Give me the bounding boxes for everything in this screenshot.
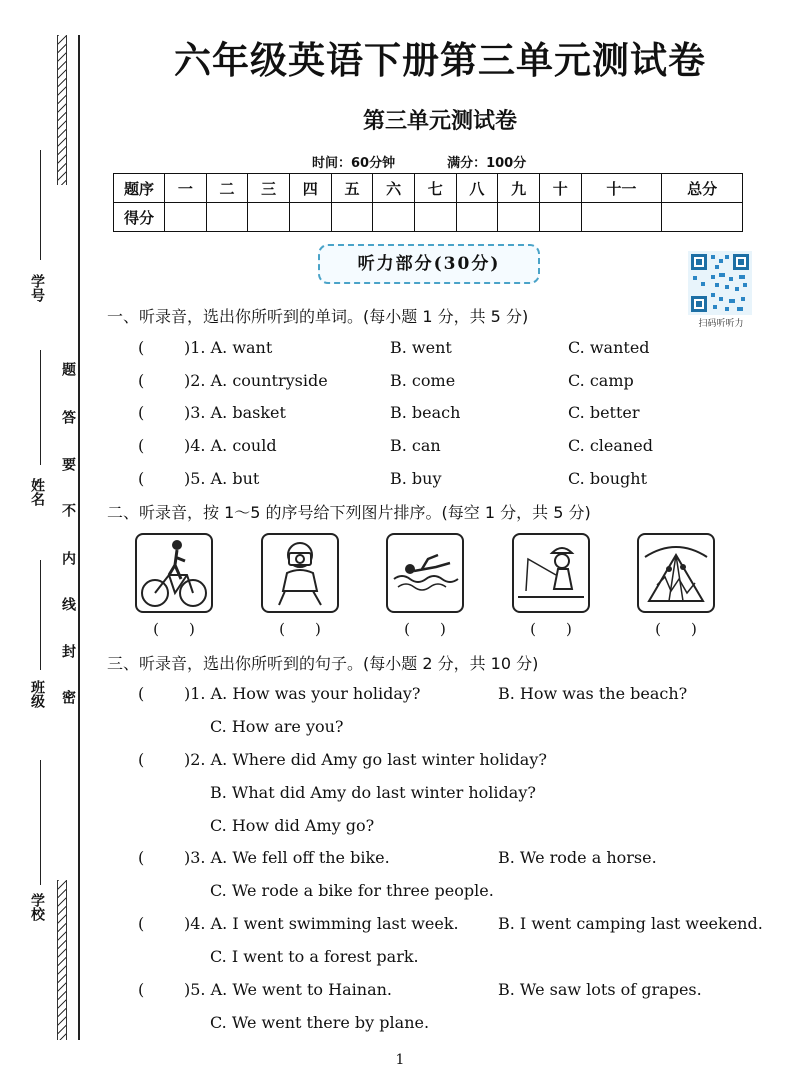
picture-swimmer	[386, 533, 464, 613]
s1-q1-b: B. went	[390, 338, 452, 357]
s1-q4-a: )4. A. could	[184, 436, 277, 455]
fishing-icon	[514, 535, 588, 611]
seal-char: 要	[60, 457, 76, 471]
s3-q2-b: B. What did Amy do last winter holiday?	[210, 783, 536, 802]
picture-photographer	[261, 533, 339, 613]
picture-answer[interactable]: ( )	[655, 620, 697, 638]
seal-char: 密	[60, 690, 76, 704]
header-cell: 四	[289, 174, 331, 203]
s3-q1-b: B. How was the beach?	[498, 684, 688, 703]
s1-q2-b: B. come	[390, 371, 456, 390]
seal-char: 封	[60, 644, 76, 658]
camera-person-icon	[263, 535, 337, 611]
header-cell: 七	[414, 174, 456, 203]
s3-q4-a: )4. A. I went swimming last week.	[184, 914, 459, 933]
page-number: 1	[395, 1052, 405, 1068]
row-label: 得分	[114, 203, 165, 232]
s1-q2-a: )2. A. countryside	[184, 371, 328, 390]
s1-q3-a: )3. A. basket	[184, 403, 286, 422]
picture-fishing-child	[512, 533, 590, 613]
score-cell[interactable]	[373, 203, 415, 232]
score-cell[interactable]	[539, 203, 581, 232]
s3-q1-c: C. How are you?	[210, 717, 344, 736]
cycling-icon	[137, 535, 211, 611]
header-cell: 八	[456, 174, 498, 203]
picture-answer[interactable]: ( )	[530, 620, 572, 638]
class-blank	[40, 560, 41, 670]
school-blank	[40, 760, 41, 885]
header-cell: 二	[206, 174, 248, 203]
answer-paren: (	[138, 436, 145, 455]
s1-q4-b: B. can	[390, 436, 441, 455]
score-cell[interactable]	[498, 203, 540, 232]
header-cell: 三	[248, 174, 290, 203]
name-label: 姓名	[29, 478, 45, 506]
answer-paren: (	[138, 403, 145, 422]
answer-paren: (	[138, 848, 145, 867]
header-cell: 题序	[114, 174, 165, 203]
answer-paren: (	[138, 914, 145, 933]
full-score: 满分：100分	[447, 156, 527, 171]
header-cell: 总分	[662, 174, 743, 203]
answer-paren: (	[138, 684, 145, 703]
time-limit: 时间：60分钟	[312, 156, 396, 171]
picture-answer[interactable]: ( )	[404, 620, 446, 638]
score-table	[113, 173, 743, 232]
s3-q1-a: )1. A. How was your holiday?	[184, 684, 421, 703]
section-3-title: 三、听录音，选出你所听到的句子。(每小题 2 分，共 10 分)	[107, 654, 539, 673]
binding-hatch-bottom	[57, 880, 67, 1040]
s1-q5-c: C. bought	[568, 469, 647, 488]
s1-q3-b: B. beach	[390, 403, 461, 422]
listening-banner: 听力部分(30分)	[318, 244, 540, 284]
answer-paren: (	[138, 980, 145, 999]
s3-q5-b: B. We saw lots of grapes.	[498, 980, 702, 999]
seal-char: 线	[60, 597, 76, 611]
score-cell[interactable]	[331, 203, 373, 232]
header-cell: 一	[165, 174, 207, 203]
s3-q3-b: B. We rode a horse.	[498, 848, 657, 867]
s1-q3-c: C. better	[568, 403, 640, 422]
score-table-header	[114, 174, 743, 203]
picture-camping-tent	[637, 533, 715, 613]
seal-char: 内	[60, 551, 76, 565]
student-id-blank	[40, 150, 41, 260]
page-title: 六年级英语下册第三单元测试卷	[174, 39, 706, 82]
answer-paren: (	[138, 371, 145, 390]
score-cell[interactable]	[289, 203, 331, 232]
seal-char: 题	[60, 362, 76, 376]
seal-char: 答	[60, 410, 76, 424]
picture-cycling-boy	[135, 533, 213, 613]
s1-q5-b: B. buy	[390, 469, 442, 488]
header-cell: 五	[331, 174, 373, 203]
header-cell: 九	[498, 174, 540, 203]
score-table-row	[114, 203, 743, 232]
name-blank	[40, 350, 41, 465]
section-1-title: 一、听录音，选出你所听到的单词。(每小题 1 分，共 5 分)	[107, 307, 529, 326]
score-cell[interactable]	[581, 203, 662, 232]
answer-paren: (	[138, 469, 145, 488]
header-cell: 六	[373, 174, 415, 203]
s3-q5-c: C. We went there by plane.	[210, 1013, 430, 1032]
s1-q1-a: )1. A. want	[184, 338, 273, 357]
s3-q4-b: B. I went camping last weekend.	[498, 914, 763, 933]
picture-answer[interactable]: ( )	[153, 620, 195, 638]
s3-q3-a: )3. A. We fell off the bike.	[184, 848, 390, 867]
score-cell[interactable]	[662, 203, 743, 232]
class-label: 班级	[29, 680, 45, 708]
header-cell: 十一	[581, 174, 662, 203]
score-cell[interactable]	[456, 203, 498, 232]
s3-q2-a: )2. A. Where did Amy go last winter holiday?	[184, 750, 547, 769]
binding-hatch-top	[57, 35, 67, 185]
s3-q5-a: )5. A. We went to Hainan.	[184, 980, 392, 999]
binding-line	[78, 35, 80, 1040]
answer-paren: (	[138, 750, 145, 769]
picture-answer[interactable]: ( )	[279, 620, 321, 638]
exam-meta	[312, 152, 578, 171]
page-subtitle: 第三单元测试卷	[362, 109, 517, 134]
score-cell[interactable]	[165, 203, 207, 232]
s1-q2-c: C. camp	[568, 371, 634, 390]
student-id-label: 学号	[29, 274, 45, 302]
swimming-icon	[388, 535, 462, 611]
qr-code-icon[interactable]	[688, 251, 752, 315]
s3-q4-c: C. I went to a forest park.	[210, 947, 419, 966]
tent-icon	[639, 535, 713, 611]
seal-char: 不	[60, 503, 76, 517]
score-cell[interactable]	[248, 203, 290, 232]
answer-paren: (	[138, 338, 145, 357]
score-cell[interactable]	[414, 203, 456, 232]
header-cell: 十	[539, 174, 581, 203]
s1-q1-c: C. wanted	[568, 338, 650, 357]
s3-q3-c: C. We rode a bike for three people.	[210, 881, 494, 900]
score-cell[interactable]	[206, 203, 248, 232]
s1-q4-c: C. cleaned	[568, 436, 653, 455]
s1-q5-a: )5. A. but	[184, 469, 260, 488]
school-label: 学校	[29, 893, 45, 921]
s3-q2-c: C. How did Amy go?	[210, 816, 375, 835]
section-2-title: 二、听录音，按 1～5 的序号给下列图片排序。(每空 1 分，共 5 分)	[107, 503, 591, 522]
qr-caption: 扫码听听力	[698, 319, 744, 329]
